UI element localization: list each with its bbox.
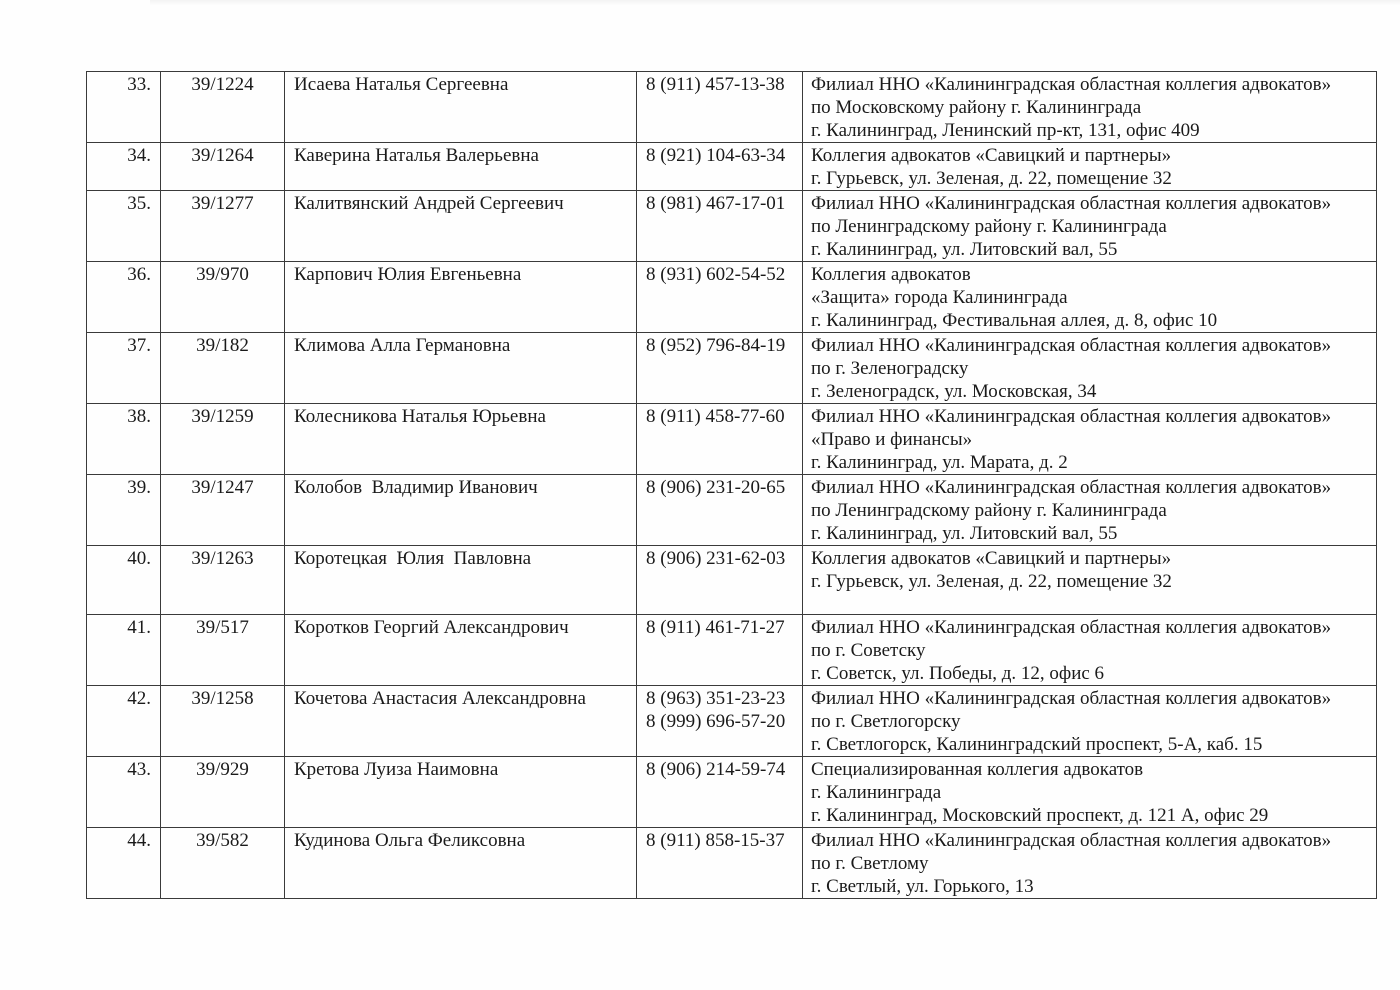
phone-number: 8 (911) 458-77-60 xyxy=(646,406,785,427)
organization-address: г. Светлогорск, Калининградский проспект, 5-А, каб. 15 xyxy=(811,734,1263,755)
phone-cell xyxy=(637,757,803,828)
organization-name: Специализированная коллегия адвокатов xyxy=(811,759,1144,780)
lawyer-name: Калитвянский Андрей Сергеевич xyxy=(285,191,637,262)
phone-cell xyxy=(637,404,803,475)
row-number: 43. xyxy=(87,757,161,828)
organization-branch: по г. Светлогорску xyxy=(811,711,961,732)
table-row xyxy=(87,615,1377,686)
lawyer-name: Кочетова Анастасия Александровна xyxy=(285,686,637,757)
registry-number: 39/1258 xyxy=(161,686,285,757)
registry-number: 39/1224 xyxy=(161,72,285,143)
table-row xyxy=(87,333,1377,404)
lawyer-name: Исаева Наталья Сергеевна xyxy=(285,72,637,143)
organization-name: Филиал ННО «Калининградская областная коллегия адвокатов» xyxy=(811,335,1332,356)
lawyer-name: Кудинова Ольга Феликсовна xyxy=(285,828,637,899)
phone-cell xyxy=(637,333,803,404)
row-number: 40. xyxy=(87,546,161,615)
organization-cell xyxy=(803,404,1377,475)
organization-address: г. Светлый, ул. Горького, 13 xyxy=(811,876,1034,897)
phone-number: 8 (952) 796-84-19 xyxy=(646,335,786,356)
table-row xyxy=(87,757,1377,828)
organization-address: г. Калининград, Фестивальная аллея, д. 8, офис 10 xyxy=(811,310,1218,331)
table-row xyxy=(87,828,1377,899)
organization-name: Филиал ННО «Калининградская областная коллегия адвокатов» xyxy=(811,193,1332,214)
phone-number: 8 (911) 457-13-38 xyxy=(646,74,785,95)
phone-number: 8 (963) 351-23-23 xyxy=(646,688,786,709)
phone-number-secondary: 8 (999) 696-57-20 xyxy=(646,711,786,732)
organization-address: г. Калининград, ул. Литовский вал, 55 xyxy=(811,523,1118,544)
lawyer-name: Колобов Владимир Иванович xyxy=(285,475,637,546)
phone-cell xyxy=(637,615,803,686)
phone-number: 8 (921) 104-63-34 xyxy=(646,145,786,166)
organization-branch: по г. Светлому xyxy=(811,853,929,874)
scan-edge-shade xyxy=(150,0,1400,6)
table-row xyxy=(87,143,1377,191)
phone-cell xyxy=(637,828,803,899)
row-number: 33. xyxy=(87,72,161,143)
organization-name: Филиал ННО «Калининградская областная коллегия адвокатов» xyxy=(811,688,1332,709)
row-number: 38. xyxy=(87,404,161,475)
phone-cell xyxy=(637,143,803,191)
registry-number: 39/182 xyxy=(161,333,285,404)
phone-cell xyxy=(637,546,803,615)
organization-name: Филиал ННО «Калининградская областная коллегия адвокатов» xyxy=(811,617,1332,638)
table-row xyxy=(87,191,1377,262)
organization-name: Коллегия адвокатов «Савицкий и партнеры» xyxy=(811,145,1172,166)
organization-name: Коллегия адвокатов «Савицкий и партнеры» xyxy=(811,548,1172,569)
lawyer-name: Коротецкая Юлия Павловна xyxy=(285,546,637,615)
organization-cell xyxy=(803,615,1377,686)
registry-number: 39/582 xyxy=(161,828,285,899)
organization-address: г. Калининград, ул. Литовский вал, 55 xyxy=(811,239,1118,260)
registry-number: 39/1247 xyxy=(161,475,285,546)
registry-number: 39/970 xyxy=(161,262,285,333)
phone-cell xyxy=(637,475,803,546)
organization-name: Филиал ННО «Калининградская областная коллегия адвокатов» xyxy=(811,477,1332,498)
phone-number: 8 (906) 214-59-74 xyxy=(646,759,786,780)
phone-number: 8 (906) 231-62-03 xyxy=(646,548,786,569)
lawyer-name: Кретова Луиза Наимовна xyxy=(285,757,637,828)
table-row xyxy=(87,72,1377,143)
phone-number: 8 (911) 461-71-27 xyxy=(646,617,785,638)
organization-address: г. Калининград, ул. Марата, д. 2 xyxy=(811,452,1068,473)
organization-branch: по Московскому району г. Калининграда xyxy=(811,97,1142,118)
organization-branch: по Ленинградскому району г. Калининграда xyxy=(811,216,1167,237)
lawyers-registry-table xyxy=(86,71,1377,899)
organization-branch: «Право и финансы» xyxy=(811,429,973,450)
organization-branch: «Защита» города Калининграда xyxy=(811,287,1068,308)
phone-cell xyxy=(637,686,803,757)
organization-name: Филиал ННО «Калининградская областная коллегия адвокатов» xyxy=(811,406,1332,427)
organization-branch: г. Калининграда xyxy=(811,782,942,803)
row-number: 34. xyxy=(87,143,161,191)
row-number: 44. xyxy=(87,828,161,899)
registry-number: 39/1259 xyxy=(161,404,285,475)
organization-cell xyxy=(803,828,1377,899)
organization-branch: по г. Зеленоградску xyxy=(811,358,969,379)
phone-cell xyxy=(637,72,803,143)
registry-number: 39/1277 xyxy=(161,191,285,262)
organization-name: Коллегия адвокатов xyxy=(811,264,971,285)
row-number: 36. xyxy=(87,262,161,333)
organization-cell xyxy=(803,546,1377,615)
organization-cell xyxy=(803,72,1377,143)
table-row xyxy=(87,404,1377,475)
lawyer-name: Климова Алла Германовна xyxy=(285,333,637,404)
table-row xyxy=(87,475,1377,546)
organization-cell xyxy=(803,143,1377,191)
phone-number: 8 (911) 858-15-37 xyxy=(646,830,785,851)
table-row xyxy=(87,686,1377,757)
row-number: 41. xyxy=(87,615,161,686)
row-number: 39. xyxy=(87,475,161,546)
organization-address: г. Калининград, Ленинский пр-кт, 131, офис 409 xyxy=(811,120,1200,141)
row-number: 35. xyxy=(87,191,161,262)
organization-address: г. Гурьевск, ул. Зеленая, д. 22, помещение 32 xyxy=(811,571,1172,592)
phone-number: 8 (981) 467-17-01 xyxy=(646,193,786,214)
lawyer-name: Каверина Наталья Валерьевна xyxy=(285,143,637,191)
organization-cell xyxy=(803,262,1377,333)
phone-number: 8 (931) 602-54-52 xyxy=(646,264,786,285)
table-row xyxy=(87,262,1377,333)
organization-cell xyxy=(803,757,1377,828)
lawyer-name: Колесникова Наталья Юрьевна xyxy=(285,404,637,475)
organization-cell xyxy=(803,191,1377,262)
registry-number: 39/517 xyxy=(161,615,285,686)
registry-number: 39/929 xyxy=(161,757,285,828)
lawyer-name: Карпович Юлия Евгеньевна xyxy=(285,262,637,333)
lawyer-name: Коротков Георгий Александрович xyxy=(285,615,637,686)
row-number: 37. xyxy=(87,333,161,404)
organization-address: г. Зеленоградск, ул. Московская, 34 xyxy=(811,381,1097,402)
organization-branch: по г. Советску xyxy=(811,640,926,661)
organization-address: г. Гурьевск, ул. Зеленая, д. 22, помещение 32 xyxy=(811,168,1172,189)
phone-cell xyxy=(637,191,803,262)
registry-number: 39/1264 xyxy=(161,143,285,191)
phone-cell xyxy=(637,262,803,333)
organization-cell xyxy=(803,475,1377,546)
organization-address: г. Советск, ул. Победы, д. 12, офис 6 xyxy=(811,663,1105,684)
organization-cell xyxy=(803,333,1377,404)
organization-branch: по Ленинградскому району г. Калининграда xyxy=(811,500,1167,521)
table-row xyxy=(87,546,1377,615)
organization-name: Филиал ННО «Калининградская областная коллегия адвокатов» xyxy=(811,830,1332,851)
registry-number: 39/1263 xyxy=(161,546,285,615)
row-number: 42. xyxy=(87,686,161,757)
organization-name: Филиал ННО «Калининградская областная коллегия адвокатов» xyxy=(811,74,1332,95)
organization-address: г. Калининград, Московский проспект, д. 121 А, офис 29 xyxy=(811,805,1269,826)
phone-number: 8 (906) 231-20-65 xyxy=(646,477,786,498)
organization-cell xyxy=(803,686,1377,757)
